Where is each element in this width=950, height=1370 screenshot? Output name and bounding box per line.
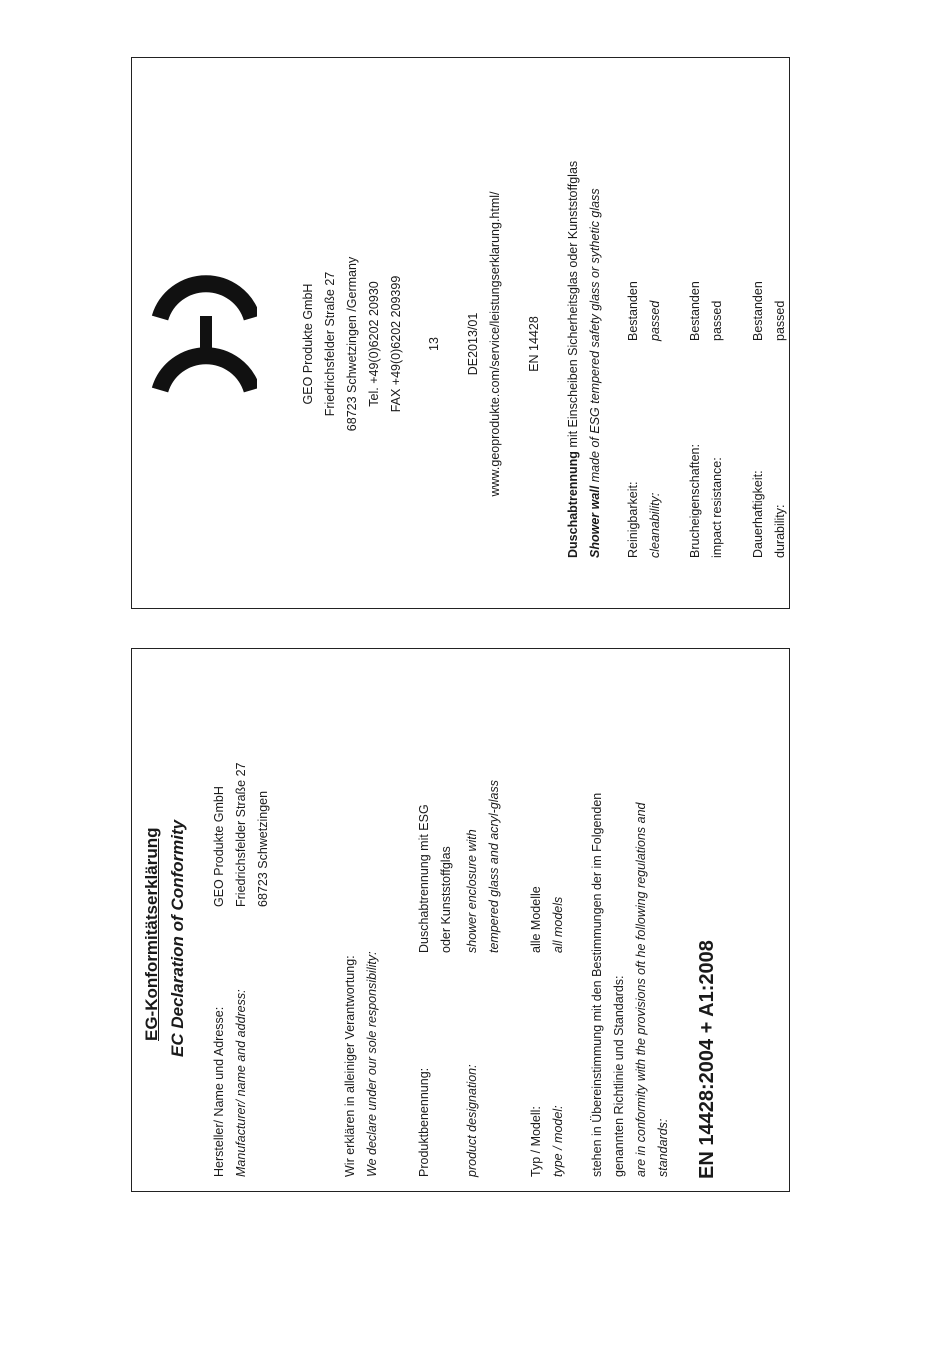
product-description-en-rest: made of ESG tempered safety glass or sythetic glass: [588, 188, 602, 486]
product-description-en: [584, 188, 606, 558]
property-value-de: Bestanden: [688, 281, 702, 341]
property-value-en: passed: [773, 300, 787, 341]
product-name-bold: Duschabtrennung: [566, 451, 580, 558]
product-value-en1: shower enclosure with: [465, 829, 479, 953]
title-en: EC Declaration of Conformity: [168, 819, 187, 1057]
responsibility-en: We declare under our sole responsibility:: [365, 951, 379, 1177]
ce-mark-icon: [142, 258, 257, 498]
standard-title: EN 14428:2004 + A1:2008: [696, 940, 718, 1179]
responsibility-de: Wir erklären in alleiniger Verantwortung:: [343, 955, 357, 1177]
conformity-text-en1: are in conformity with the provisions oft he following regulations and: [634, 802, 648, 1177]
product-name-en-bold: Shower wall: [588, 485, 602, 558]
model-label-en: type / model:: [551, 1105, 565, 1177]
model-label-de: Typ / Modell:: [529, 1106, 543, 1177]
property-label-en: impact resistance:: [710, 457, 724, 558]
product-value-de1: Duschabtrennung mit ESG: [417, 804, 431, 953]
standard-reference: EN 14428: [527, 316, 541, 372]
property-label-en: durability:: [773, 504, 787, 558]
product-value-de2: oder Kunststoffglas: [439, 846, 453, 953]
property-label-en: cleanability:: [648, 492, 662, 558]
property-value-en: passed: [648, 300, 662, 341]
website-url: www.geoprodukte.com/service/leistungserklarung.html/: [488, 191, 502, 497]
manufacturer-street: Friedrichsfelder Straße 27: [323, 271, 337, 417]
manufacturer-label-en: Manufacturer/ name and address:: [234, 989, 248, 1177]
property-label-de: Reinigbarkeit:: [626, 481, 640, 558]
property-value-de: Bestanden: [751, 281, 765, 341]
manufacturer-city: 68723 Schwetzingen /Germany: [345, 256, 359, 432]
manufacturer-label-de: Hersteller/ Name und Adresse:: [212, 1006, 226, 1177]
title-de: EG-Konformitätserklärung: [142, 827, 161, 1041]
property-value-de: Bestanden: [626, 281, 640, 341]
property-value-en: passed: [710, 300, 724, 341]
product-label-de: Produktbenennung:: [417, 1067, 431, 1177]
telephone: Tel. +49(0)6202 20930: [367, 281, 381, 407]
manufacturer-name: GEO Produkte GmbH: [301, 283, 315, 405]
product-description-rest: mit Einscheiben Sicherheitsglas oder Kunststoffglas: [566, 160, 580, 452]
manufacturer-line1: GEO Produkte GmbH: [212, 786, 226, 907]
product-value-en2: tempered glass and acryl-glass: [487, 780, 501, 953]
document-number: DE2013/01: [466, 312, 480, 376]
declaration-card: [131, 57, 790, 609]
conformity-text-de1: stehen in Übereinstimmung mit den Bestimmungen der im Folgenden: [590, 792, 604, 1177]
fax: FAX +49(0)6202 209399: [389, 275, 403, 413]
property-label-de: Dauerhaftigkeit:: [751, 470, 765, 558]
conformity-text-en2: standards:: [656, 1118, 670, 1177]
model-value-de: alle Modelle: [529, 886, 543, 953]
conformity-text-de2: genannten Richtlinie und Standards:: [612, 975, 626, 1177]
model-value-en: all models: [551, 896, 565, 953]
manufacturer-line2: Friedrichsfelder Straße 27: [234, 762, 248, 907]
property-label-de: Brucheigenschaften:: [688, 444, 702, 558]
product-description-de: [562, 161, 584, 558]
product-label-en: product designation:: [465, 1064, 479, 1177]
notified-body-number: 13: [427, 337, 441, 351]
manufacturer-line3: 68723 Schwetzingen: [256, 790, 270, 907]
conformity-card: [131, 648, 790, 1192]
